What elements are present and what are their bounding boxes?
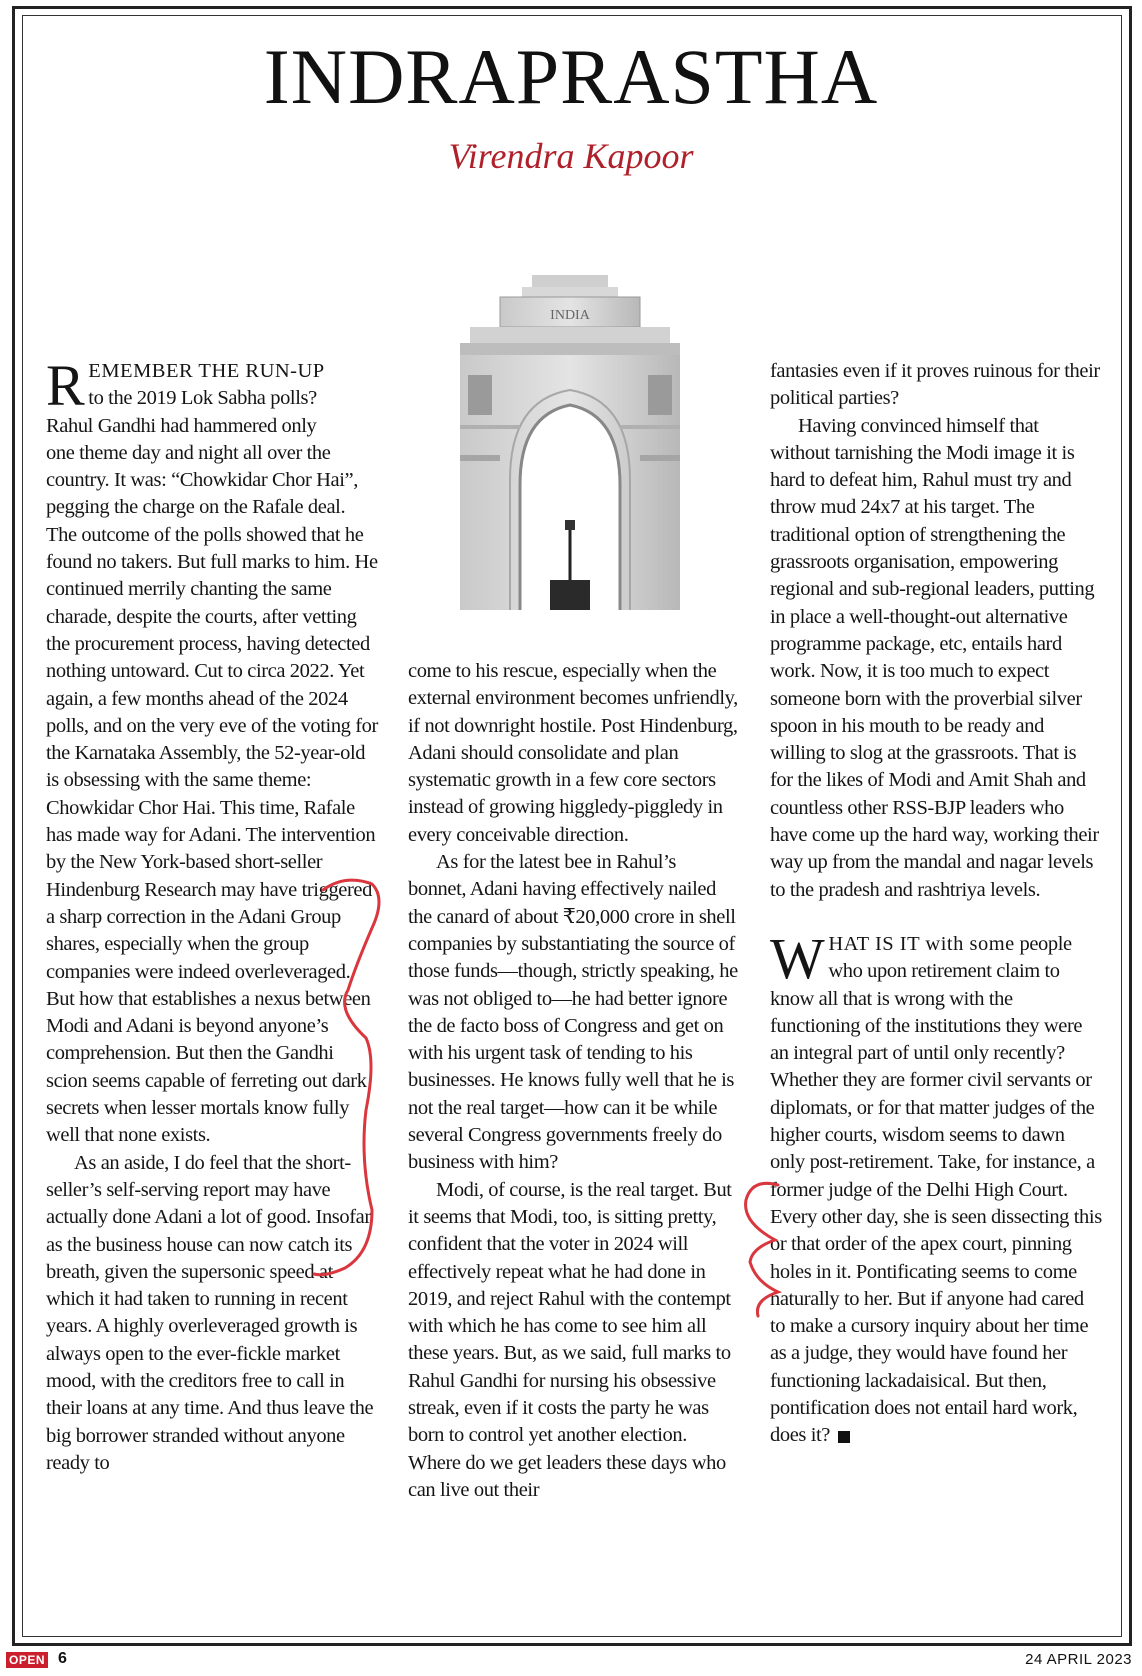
- opening-paragraph: [46, 353, 378, 1150]
- page-footer: [0, 1652, 1142, 1672]
- paragraph-convinced: Having convinced himself that without tarnishing the Modi image it is hard to defeat him, Rahul must try and throw mud 24x7 at his target. The traditional option of strengthening the grassroots organisation, empowering regional and sub-regional leaders, putting in place a well-thought-out alternative programme package, etc, entails hard work. Now, it is too much to expect someone born with the proverbial silver spoon in his mouth to be ready and willing to slog at the grassroots. That is for the likes of Modi and Amit Shah and countless other RSS-BJP leaders who have come up the hard way, working their way up from the mandal and nagar levels to the pradesh and rashtriya levels.: [770, 414, 1099, 901]
- article-column-2: [408, 658, 738, 1504]
- paragraph-fantasies: fantasies even if it proves ruinous for their political parties?: [770, 360, 1100, 410]
- column-title: INDRAPRASTHA: [263, 33, 879, 120]
- paragraph-aside: As an aside, I do feel that the short-seller’s self-serving report may have actually done Adani a lot of good. Insofar as the business house can now catch its breath, given the supersonic speed at which it had taken to running in recent years. A highly overleveraged growth is always open to the ever-fickle market mood, with the creditors free to call in their loans at any time. And thus leave the big borrower stranded without anyone ready to: [46, 1151, 374, 1474]
- paragraph-bonnet: As for the latest bee in Rahul’s bonnet, Adani having effectively nailed the canard of about ₹20,000 crore in shell companies by substantiating the source of those funds—though, strictly speaking, he was not obliged to—he had better ignore the de facto boss of Congress and get on with his urgent task of tending to his businesses. He knows fully well that he is not the real target—how can it be while several Congress governments freely do business with him?: [408, 851, 738, 1174]
- opening-line-2: to the 2019 Lok Sabha polls?: [88, 387, 317, 410]
- dropcap-letter: R: [46, 353, 85, 418]
- dropcap-letter-2: W: [770, 925, 825, 991]
- article-column-1: [46, 353, 378, 1477]
- opening-line-4: one theme day and night all over: [46, 441, 302, 464]
- article-column-3: [770, 358, 1102, 1450]
- opening-line-3: Rahul Gandhi had hammered only: [46, 414, 317, 437]
- retirement-body: people who upon retirement claim to know all that is wrong with the functioning of the institutions they were an integral part of until only recently? Whether they are former civil servants or diplomats, or for that matter judges of the higher courts, wisdom seems to dawn only post-retirement. Take, for instance, a former judge of the Delhi High Court. Every other day, she is seen dissecting this or that order of the apex court, pinning holes in it. Pontificating seems to come naturally to her. But if anyone had cared to make a cursory inquiry about her time as a judge, they would have found her functioning lackadaisical. But then, pontification does not entail hard work, does it?: [770, 932, 1102, 1447]
- paragraph-retirement: [770, 925, 1102, 1450]
- issue-date: 24 APRIL 2023: [1025, 1651, 1132, 1668]
- dropcap-lead-2: HAT IS IT with some: [828, 932, 1015, 955]
- india-gate-icon: [440, 275, 700, 615]
- dropcap-lead: EMEMBER THE RUN-UP: [88, 360, 325, 382]
- paragraph-real-target: Modi, of course, is the real target. But it seems that Modi, too, is sitting pretty, confident that the voter in 2024 will effectively repeat what he had done in 2019, and reject Rahul with the contempt with which he has come to see him all these years. But, as we said, full marks to Rahul Gandhi for nursing his obsessive streak, even if it costs the party he was born to control yet another election. Where do we get leaders these days who can live out their: [408, 1178, 732, 1501]
- magazine-logo: OPEN: [6, 1652, 48, 1668]
- page-number: 6: [58, 1650, 67, 1667]
- paragraph-rescue: come to his rescue, especially when the external environment becomes unfriendly, if not downright hostile. Post Hindenburg, Adani should consolidate and plan systematic growth in a few core sectors instead of growing higgledy-piggledy in every conceivable direction.: [408, 660, 738, 846]
- gate-inscription: INDIA: [550, 308, 590, 323]
- opening-body: the country. It was: “Chowkidar Chor Hai”, pegging the charge on the Rafale deal. The outcome of the polls showed that he found no takers. But full marks to him. He continued merrily chanting the same charade, despite the courts, after vetting the procurement process, having detected nothing untoward. Cut to circa 2022. Yet again, a few months ahead of the 2024 polls, and on the very eve of the voting for the Karnataka Assembly, the 52-year-old is obsessing with the same theme: Chowkidar Chor Hai. This time, Rafale has made way for Adani. The intervention by the New York-based short-seller Hindenburg Research may have triggered a sharp correction in the Adani Group shares, especially when the group companies were indeed overleveraged. But how that establishes a nexus between Modi and Adani is beyond anyone’s comprehension. But then the Gandhi scion seems capable of ferreting out dark secrets when lesser mortals know fully well that none exists.: [46, 441, 378, 1147]
- author-byline: Virendra Kapoor: [448, 136, 694, 176]
- end-of-article-mark: [838, 1431, 850, 1443]
